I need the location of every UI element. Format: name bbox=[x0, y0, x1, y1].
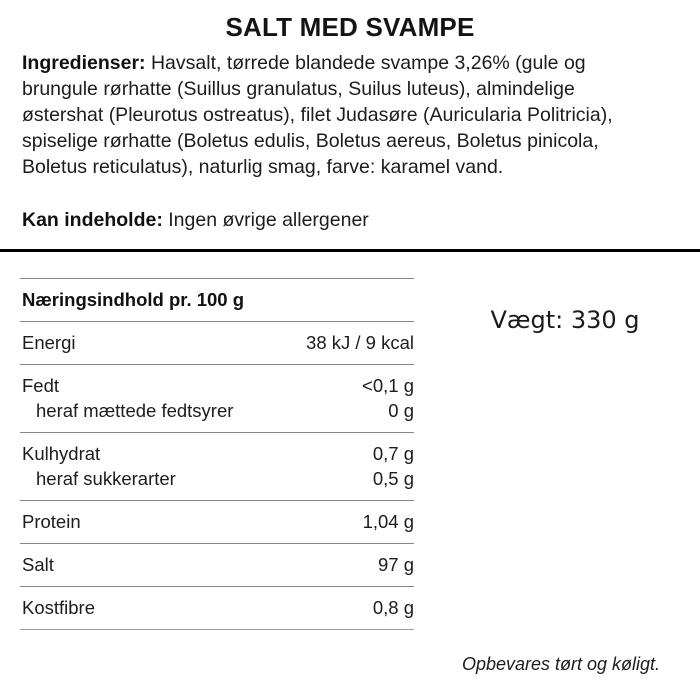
nutrient-value: 1,04 g bbox=[362, 511, 414, 532]
nutrient-name: Kulhydrat bbox=[22, 443, 101, 464]
nutrition-groups bbox=[20, 322, 414, 630]
nutrient-name: Salt bbox=[22, 554, 54, 575]
storage-instructions: Opbevares tørt og køligt. bbox=[461, 654, 661, 674]
table-row bbox=[20, 595, 414, 620]
nutrition-group bbox=[20, 587, 414, 629]
nutrient-value: 97 g bbox=[377, 554, 414, 575]
nutrition-table bbox=[20, 278, 414, 630]
nutrition-group bbox=[20, 322, 414, 364]
nutrient-name: Energi bbox=[22, 332, 76, 353]
nutrition-group bbox=[20, 433, 414, 500]
nutrition-group bbox=[20, 544, 414, 586]
section-divider bbox=[0, 249, 700, 252]
nutrition-group bbox=[20, 501, 414, 543]
page-title: SALT MED SVAMPE bbox=[225, 12, 475, 42]
nutrient-name: Protein bbox=[22, 511, 81, 532]
may-contain-text: Ingen øvrige allergener bbox=[168, 209, 369, 231]
nutrient-name: heraf sukkerarter bbox=[36, 468, 176, 489]
may-contain-label: Kan indeholde: bbox=[22, 209, 163, 231]
table-rule bbox=[20, 629, 414, 630]
table-row bbox=[20, 552, 414, 577]
nutrient-value: 0 g bbox=[388, 400, 414, 421]
nutrient-value: 0,7 g bbox=[372, 443, 414, 464]
nutrient-name: heraf mættede fedtsyrer bbox=[36, 400, 234, 421]
nutrient-value: <0,1 g bbox=[362, 375, 414, 396]
table-row bbox=[20, 509, 414, 534]
ingredients-text: Havsalt, tørrede blandede svampe 3,26% (gule og brungule rørhatte (Suillus granulatus, Suilus luteus), almindelige østershat (Pleurotus ostreatus), filet Judasøre (Auricularia Politricia), spiselige rørhatte (Boletus edulis, Boletus aereus, Boletus pinicola, Boletus reticulatus), naturlig smag, farve: karamel vand. bbox=[22, 52, 613, 178]
ingredients-label: Ingredienser: bbox=[22, 52, 146, 74]
nutrition-heading: Næringsindhold pr. 100 g bbox=[22, 289, 245, 310]
ingredients-paragraph bbox=[22, 50, 654, 180]
table-row bbox=[20, 373, 414, 398]
nutrient-name: Fedt bbox=[22, 375, 60, 396]
table-row bbox=[20, 441, 414, 466]
nutrient-value: 0,8 g bbox=[372, 597, 414, 618]
nutrient-name: Kostfibre bbox=[22, 597, 96, 618]
table-row bbox=[20, 466, 414, 491]
table-row bbox=[20, 398, 414, 423]
table-row bbox=[20, 330, 414, 355]
net-weight: Vægt: 330 g bbox=[490, 306, 640, 334]
nutrition-group bbox=[20, 365, 414, 432]
may-contain-paragraph bbox=[22, 207, 662, 233]
nutrient-value: 0,5 g bbox=[372, 468, 414, 489]
nutrient-value: 38 kJ / 9 kcal bbox=[306, 332, 414, 353]
